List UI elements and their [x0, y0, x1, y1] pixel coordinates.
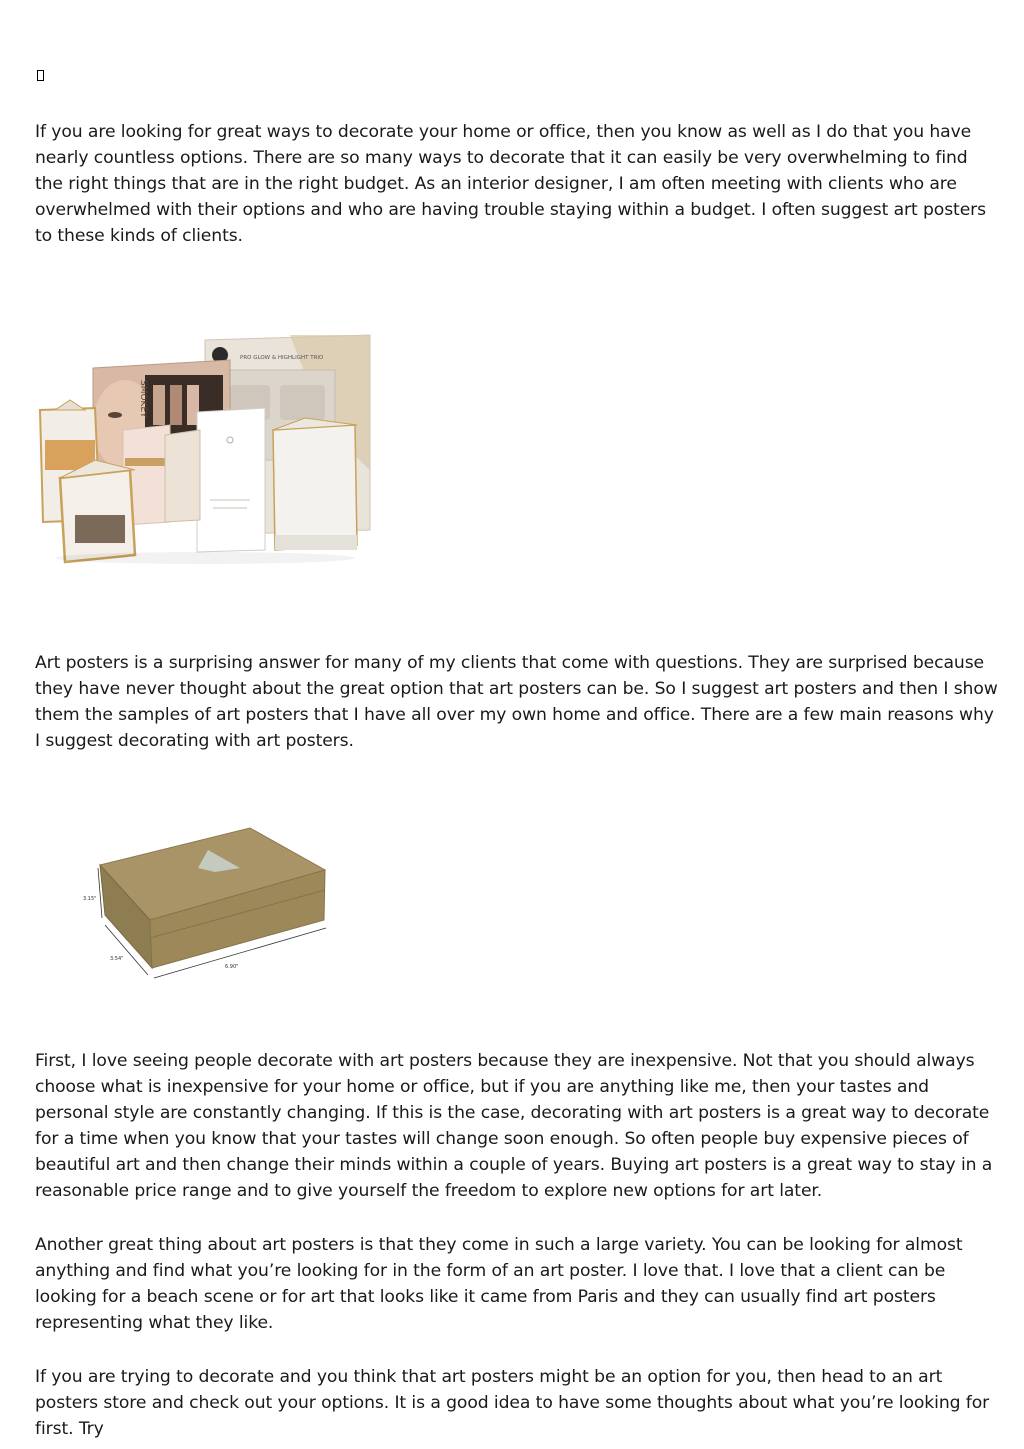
box-print-text: PRO GLOW & HIGHLIGHT TRIO — [240, 355, 324, 361]
dim-height-label: 3.15" — [83, 896, 97, 902]
paragraph-store-advice: If you are trying to decorate and you think that art posters might be an option for you, then head to an art posters store and check out your options. It is a good idea to have some thoughts about what you’re looking for first. Try — [35, 1367, 990, 1439]
missing-glyph-icon — [37, 70, 44, 81]
paragraph-inexpensive: First, I love seeing people decorate with art posters because they are inexpensive. Not that you should always choose what is inexpensive for your home or office, but if you are anything like me, then your tastes and personal style are constantly changing. If this is the case, decorating with art posters is a great way to decorate for a time when you know that your tastes will change soon enough. So often people buy expensive pieces of beautiful art and then change their minds within a couple of years. Buying art posters is a great way to stay in a reasonable price range and to give yourself the freedom to explore new options for art later. — [35, 1051, 993, 1201]
paragraph-variety: Another great thing about art posters is that they come in such a large variety. You can be looking for almost anything and find what you’re looking for in the form of an art poster. I love that. I love that a client can be looking for a beach scene or for art that looks like it came from Paris and they can usually find art posters representing what they like. — [35, 1235, 963, 1333]
dim-width-label: 6.90" — [225, 964, 239, 970]
cosmetic-boxes-image — [35, 330, 375, 570]
side-text: SMOKEY — [138, 380, 148, 418]
paragraph-surprising-answer: Art posters is a surprising answer for many of my clients that come with questions. They are surprised because they have never thought about the great option that art posters can be. So I suggest art posters and then I show them the samples of art posters that I have all over my own home and office. There are a few main reasons why I suggest decorating with art posters. — [35, 653, 998, 751]
kraft-box-image — [80, 820, 340, 995]
paragraph-intro: If you are looking for great ways to decorate your home or office, then you know as well as I do that you have nearly countless options. There are so many ways to decorate that it can easily be very overwhelming to find the right things that are in the right budget. As an interior designer, I am often meeting with clients who are overwhelmed with their options and who are having trouble staying within a budget. I often suggest art posters to these kinds of clients. — [35, 122, 986, 246]
dim-depth-label: 3.54" — [110, 956, 124, 962]
